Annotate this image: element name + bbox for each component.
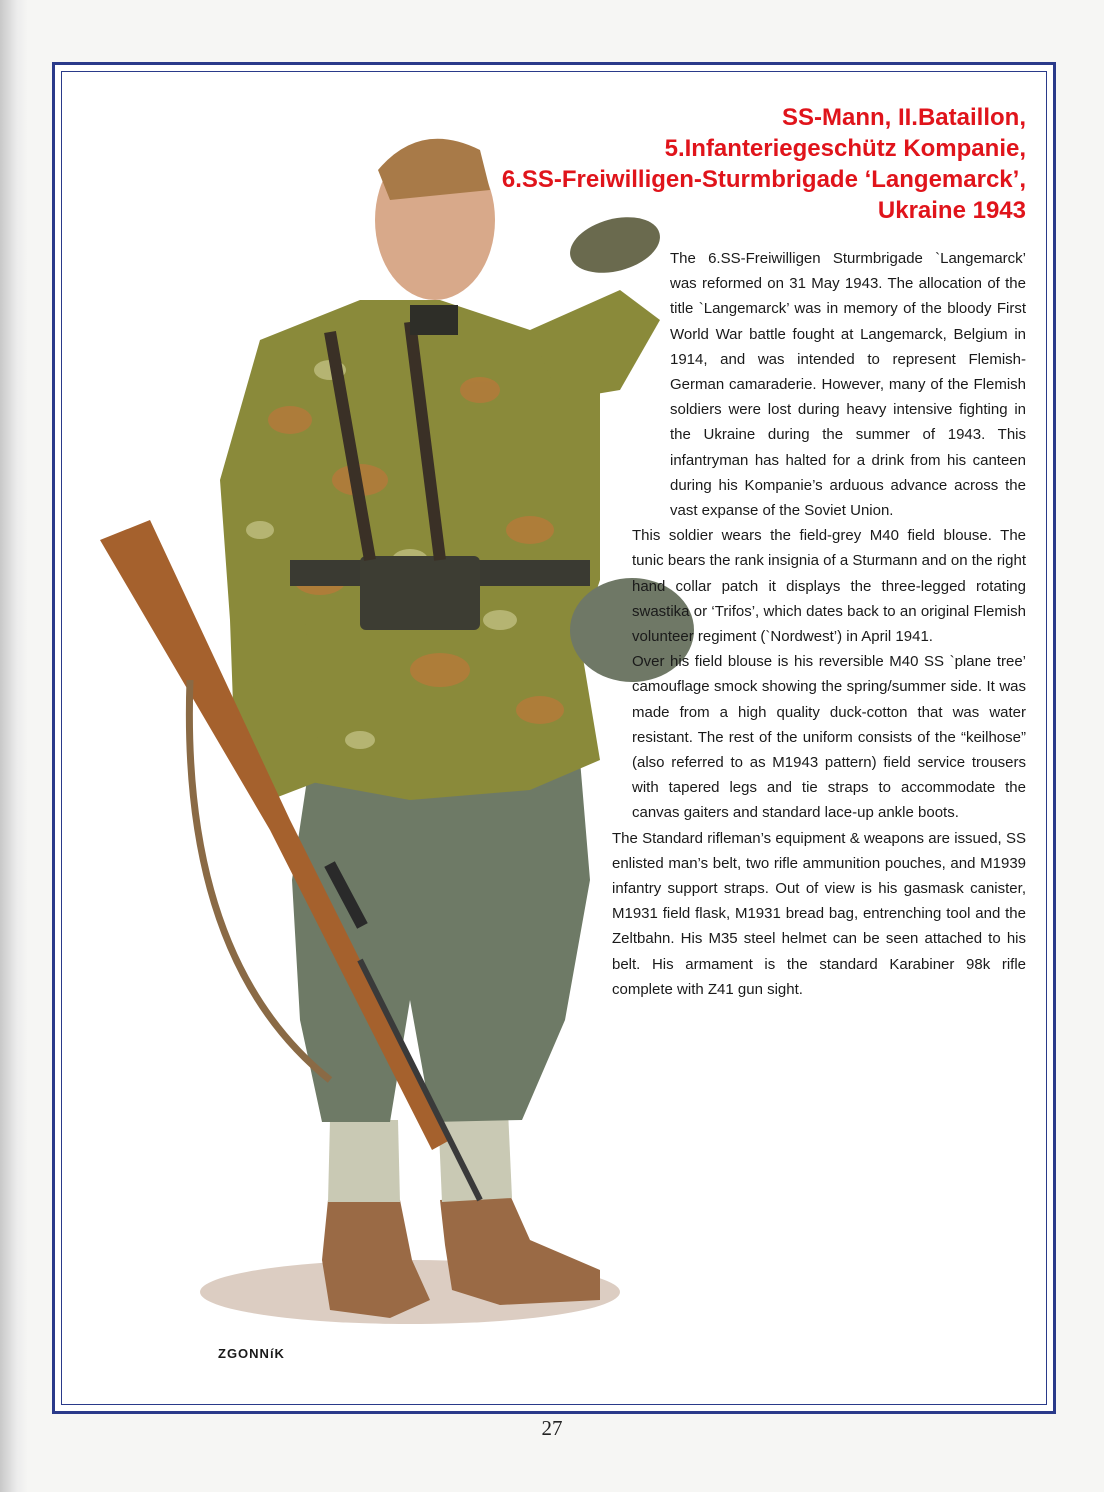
title-line: SS-Mann, II.Bataillon, (781, 104, 1026, 131)
collar-patch (410, 305, 458, 335)
ammo-pouches (360, 556, 480, 630)
right-boot (440, 1195, 600, 1305)
paragraph: The 6.SS-Freiwilligen Sturmbrigade `Langemarck’ was reformed on 31 May 1943. The allocation of the title `Langemarck’ was in memory of the bloody First World War battle fought at Langemarck, Belgium in 1914, and was intended to represent Flemish-German camaraderie. However, many of the Flemish soldiers were lost during heavy intensive fighting in the Ukraine during the summer of 1943. This infantryman has halted for a drink from his canteen during his Kompanie’s arduous advance across the vast expanse of the Soviet Union. (670, 250, 1026, 520)
left-gaiter (328, 1120, 400, 1202)
soldier-illustration (60, 60, 700, 1400)
paragraph: This soldier wears the field-grey M40 field blouse. The tunic bears the rank insignia of a Sturmann and on the right hand collar patch it displays the three-legged rotating swastika or ‘Trifos’, which dates back to an original Flemish volunteer regiment (`Nordwest’) in April 1941. (632, 527, 1026, 646)
paragraph: The Standard rifleman’s equipment & weapons are issued, SS enlisted man’s belt, two rifle ammunition pouches, and M1939 infantry support straps. Out of view is his gasmask canister, M1931 field flask, M1931 bread bag, entrenching tool and the Zeltbahn. His M35 steel helmet can be seen attached to his belt. His armament is the standard Karabiner 98k rifle complete with Z41 gun sight. (612, 829, 1026, 998)
title-line: Ukraine 1943 (877, 197, 1026, 224)
page-gutter-shadow (0, 0, 28, 1492)
title-line: 5.Infanteriegeschütz Kompanie, (664, 135, 1026, 162)
title-line: 6.SS-Freiwilligen-Sturmbrigade ‘Langemarck’, (501, 166, 1026, 193)
description-text (612, 246, 1026, 1002)
artist-signature: ZGONNíK (218, 1346, 285, 1361)
plate-title (406, 102, 1026, 226)
page-number: 27 (541, 1416, 563, 1440)
left-boot (322, 1200, 430, 1318)
paragraph: Over his field blouse is his reversible M40 SS `plane tree’ camouflage smock showing the spring/summer side. It was made from a high quality duck-cotton that was water resistant. The rest of the uniform consists of the “keilhose” (also referred to as M1943 pattern) field service trousers with tapered legs and tie straps to accommodate the canvas gaiters and standard lace-up ankle boots. (632, 653, 1026, 822)
